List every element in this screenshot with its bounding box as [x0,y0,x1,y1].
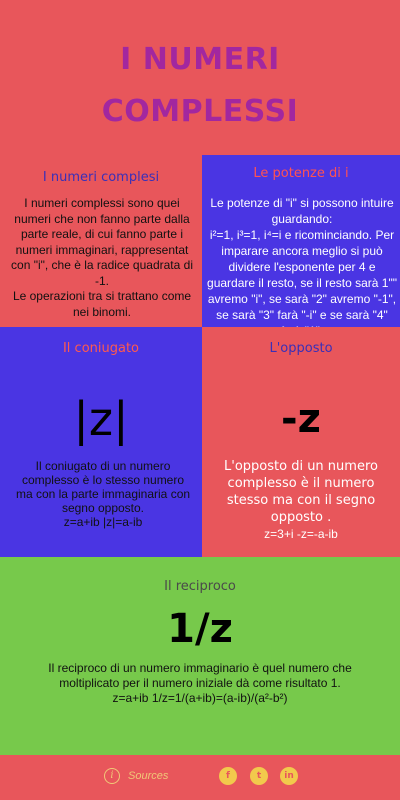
conjugate-symbol: |z| [73,392,129,446]
reciprocal-symbol: 1/z [167,606,233,652]
section-reciproco [0,557,400,755]
section-formula: z=3+i -z=-a-ib [264,527,338,541]
facebook-icon[interactable]: f [219,767,237,785]
section-body: Il reciproco di un numero immaginario è quel numero che moltiplicato per il numero iniziale dà come risultato 1. z=a+ib 1/z=1/(a+ib)=(a-ib)/(a²-b²) [48,661,352,705]
section-heading: L'opposto [269,341,333,356]
section-body: I numeri complessi sono quei numeri che non fanno parte dalla parte reale, di cui fanno parte i numeri immaginari, rappresentat con "i", che è la radice quadrata di -1. Le operazioni tra si trattano come nei binomi. [11,196,193,319]
section-heading: Il coniugato [62,341,140,356]
section-potenze [202,155,400,327]
linkedin-icon[interactable]: in [280,767,298,785]
section-heading: Il reciproco [164,579,236,594]
section-numeri-complesi [0,155,202,327]
sources-label: Sources [128,770,169,782]
sources-link[interactable] [104,768,168,784]
section-text: L'opposto di un numero complesso è il numero stesso ma con il segno opposto . [224,459,378,525]
twitter-icon[interactable]: t [250,767,268,785]
title-line-2: COMPLESSI [101,94,299,129]
section-body [206,458,396,543]
opposite-symbol: -z [281,396,321,442]
section-coniugato [0,327,202,557]
footer [0,755,400,800]
section-body: Il coniugato di un numero complesso è lo stesso numero ma con la parte immaginaria con segno opposto. z=a+ib |z|=a-ib [15,459,191,529]
page-title [0,34,400,138]
title-line-1: I NUMERI [120,42,280,77]
header [0,0,400,155]
section-heading: I numeri complesi [42,170,160,185]
section-heading: Le potenze di i [253,166,349,181]
section-body: Le potenze di "i" si possono intuire guardando: i²=1, i³=1, i⁴=i e ricominciando. Per imparare ancora meglio si può dividere l'esponente per 4 e guardare il resto, se il resto sarà 1"" avremo "i", se sarà "2" avremo "-1", se sarà "3" farà "-i" e se sarà "4" [207,196,397,322]
section-opposto [202,327,400,557]
info-icon: i [104,768,120,784]
